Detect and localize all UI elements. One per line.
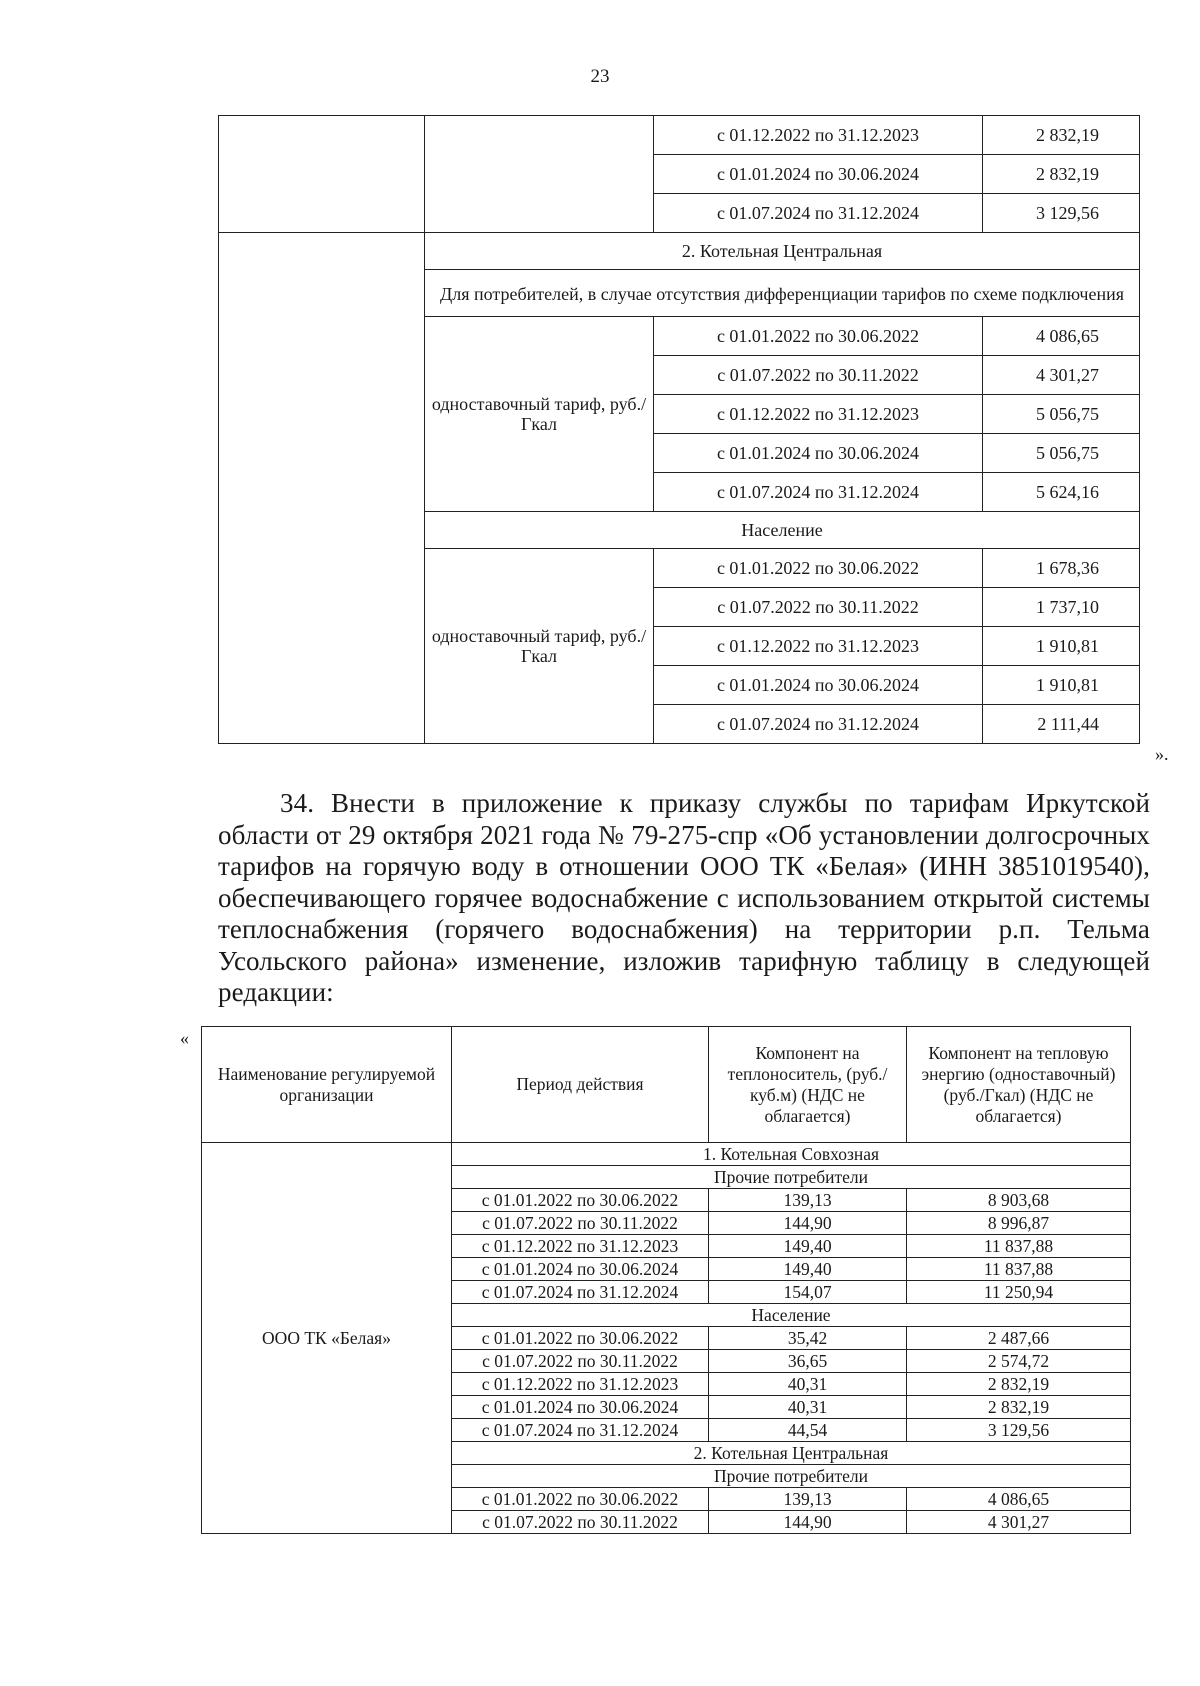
period-cell: с 01.01.2022 по 30.06.2022 bbox=[654, 317, 983, 356]
header-energy: Компонент на тепловую энергию (одноставочный) (руб./Гкал) (НДС не облагается) bbox=[907, 1027, 1131, 1143]
period-cell: с 01.12.2022 по 31.12.2023 bbox=[654, 627, 983, 666]
carrier-cell: 36,65 bbox=[709, 1350, 907, 1373]
period-cell: с 01.01.2022 по 30.06.2022 bbox=[452, 1488, 709, 1511]
table-row bbox=[202, 1143, 1131, 1166]
group-title: Прочие потребители bbox=[452, 1465, 1131, 1488]
period-cell: с 01.01.2022 по 30.06.2022 bbox=[452, 1327, 709, 1350]
energy-cell: 11 250,94 bbox=[907, 1281, 1131, 1304]
value-cell: 4 086,65 bbox=[983, 317, 1140, 356]
energy-cell: 2 832,19 bbox=[907, 1396, 1131, 1419]
period-cell: с 01.12.2022 по 31.12.2023 bbox=[654, 395, 983, 434]
group-title: Население bbox=[452, 1304, 1131, 1327]
period-cell: с 01.01.2024 по 30.06.2024 bbox=[452, 1258, 709, 1281]
section-title: 2. Котельная Центральная bbox=[425, 233, 1140, 270]
value-cell: 2 832,19 bbox=[983, 155, 1140, 194]
tariff-table-new bbox=[201, 1026, 1131, 1534]
carrier-cell: 154,07 bbox=[709, 1281, 907, 1304]
tariff-cell-empty bbox=[425, 116, 654, 233]
value-cell: 1 910,81 bbox=[983, 627, 1140, 666]
group-title: Прочие потребители bbox=[452, 1166, 1131, 1189]
energy-cell: 2 832,19 bbox=[907, 1373, 1131, 1396]
organization-name: ООО ТК «Белая» bbox=[202, 1143, 452, 1534]
period-cell: с 01.07.2022 по 30.11.2022 bbox=[452, 1350, 709, 1373]
opening-quote: « bbox=[180, 1028, 189, 1048]
table-header-row bbox=[202, 1027, 1131, 1143]
carrier-cell: 40,31 bbox=[709, 1396, 907, 1419]
energy-cell: 2 574,72 bbox=[907, 1350, 1131, 1373]
period-cell: с 01.01.2024 по 30.06.2024 bbox=[654, 434, 983, 473]
value-cell: 2 111,44 bbox=[983, 705, 1140, 744]
value-cell: 1 737,10 bbox=[983, 588, 1140, 627]
tariff-label: одноставочный тариф, руб./Гкал bbox=[425, 317, 654, 512]
period-cell: с 01.07.2024 по 31.12.2024 bbox=[654, 473, 983, 512]
value-cell: 5 624,16 bbox=[983, 473, 1140, 512]
period-cell: с 01.12.2022 по 31.12.2023 bbox=[654, 116, 983, 155]
carrier-cell: 44,54 bbox=[709, 1419, 907, 1442]
period-cell: с 01.07.2024 по 31.12.2024 bbox=[654, 705, 983, 744]
table-row bbox=[219, 233, 1140, 270]
tariff-table-continued bbox=[218, 115, 1140, 744]
table-row bbox=[219, 116, 1140, 155]
energy-cell: 8 903,68 bbox=[907, 1189, 1131, 1212]
amendment-paragraph: 34. Внести в приложение к приказу службы по тарифам Иркутской области от 29 октября 2021 года № 79-275-спр «Об установлении долгосрочных тарифов на горячую воду в отношении ООО ТК «Белая» (ИНН 3851019540), обеспечивающего горячее водоснабжение с использованием открытой системы теплоснабжения (горячего водоснабжения) на территории р.п. Тельма Усольского района» изменение, изложив тарифную таблицу в следующей редакции: bbox=[218, 788, 1150, 1007]
period-cell: с 01.12.2022 по 31.12.2023 bbox=[452, 1373, 709, 1396]
value-cell: 1 678,36 bbox=[983, 549, 1140, 588]
value-cell: 4 301,27 bbox=[983, 356, 1140, 395]
org-cell-empty bbox=[219, 116, 425, 233]
page-number: 23 bbox=[590, 66, 610, 87]
section-title: 1. Котельная Совхозная bbox=[452, 1143, 1131, 1166]
value-cell: 5 056,75 bbox=[983, 395, 1140, 434]
energy-cell: 4 086,65 bbox=[907, 1488, 1131, 1511]
closing-quote: ». bbox=[1155, 744, 1169, 764]
energy-cell: 11 837,88 bbox=[907, 1258, 1131, 1281]
carrier-cell: 40,31 bbox=[709, 1373, 907, 1396]
value-cell: 3 129,56 bbox=[983, 194, 1140, 233]
period-cell: с 01.07.2024 по 31.12.2024 bbox=[452, 1281, 709, 1304]
section-subtitle: Для потребителей, в случае отсутствия дифференциации тарифов по схеме подключения bbox=[425, 270, 1140, 317]
value-cell: 5 056,75 bbox=[983, 434, 1140, 473]
period-cell: с 01.01.2024 по 30.06.2024 bbox=[654, 666, 983, 705]
carrier-cell: 139,13 bbox=[709, 1488, 907, 1511]
period-cell: с 01.07.2022 по 30.11.2022 bbox=[654, 588, 983, 627]
header-carrier: Компонент на теплоноситель, (руб./куб.м) (НДС не облагается) bbox=[709, 1027, 907, 1143]
carrier-cell: 149,40 bbox=[709, 1235, 907, 1258]
period-cell: с 01.07.2024 по 31.12.2024 bbox=[452, 1419, 709, 1442]
period-cell: с 01.07.2024 по 31.12.2024 bbox=[654, 194, 983, 233]
carrier-cell: 35,42 bbox=[709, 1327, 907, 1350]
energy-cell: 2 487,66 bbox=[907, 1327, 1131, 1350]
header-period: Период действия bbox=[452, 1027, 709, 1143]
period-cell: с 01.07.2022 по 30.11.2022 bbox=[654, 356, 983, 395]
value-cell: 2 832,19 bbox=[983, 116, 1140, 155]
tariff-label: одноставочный тариф, руб./Гкал bbox=[425, 549, 654, 744]
org-cell-empty bbox=[219, 233, 425, 744]
period-cell: с 01.01.2024 по 30.06.2024 bbox=[452, 1396, 709, 1419]
section-title: 2. Котельная Центральная bbox=[452, 1442, 1131, 1465]
carrier-cell: 149,40 bbox=[709, 1258, 907, 1281]
period-cell: с 01.07.2022 по 30.11.2022 bbox=[452, 1511, 709, 1534]
carrier-cell: 144,90 bbox=[709, 1212, 907, 1235]
period-cell: с 01.01.2022 по 30.06.2022 bbox=[452, 1189, 709, 1212]
period-cell: с 01.12.2022 по 31.12.2023 bbox=[452, 1235, 709, 1258]
header-org: Наименование регулируемой организации bbox=[202, 1027, 452, 1143]
energy-cell: 3 129,56 bbox=[907, 1419, 1131, 1442]
energy-cell: 11 837,88 bbox=[907, 1235, 1131, 1258]
period-cell: с 01.07.2022 по 30.11.2022 bbox=[452, 1212, 709, 1235]
period-cell: с 01.01.2022 по 30.06.2022 bbox=[654, 549, 983, 588]
energy-cell: 4 301,27 bbox=[907, 1511, 1131, 1534]
carrier-cell: 139,13 bbox=[709, 1189, 907, 1212]
energy-cell: 8 996,87 bbox=[907, 1212, 1131, 1235]
carrier-cell: 144,90 bbox=[709, 1511, 907, 1534]
period-cell: с 01.01.2024 по 30.06.2024 bbox=[654, 155, 983, 194]
value-cell: 1 910,81 bbox=[983, 666, 1140, 705]
population-title: Население bbox=[425, 512, 1140, 549]
